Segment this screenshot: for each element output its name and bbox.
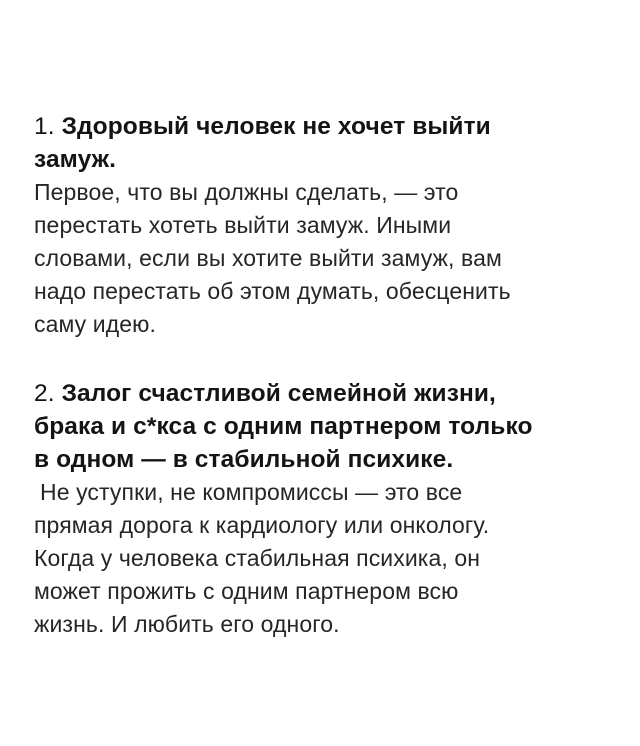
section-1-paragraph xyxy=(34,176,624,341)
section-2-heading-line-2: брака и с*кса с одним партнером только xyxy=(34,413,533,440)
section-1-heading xyxy=(34,110,624,176)
section-2-heading-text-1: Залог счастливой семейной жизни, xyxy=(61,380,496,407)
section-2-number: 2. xyxy=(34,380,55,407)
section-1-body-line-4: надо перестать об этом думать, обесценить xyxy=(34,278,511,304)
section-1-heading-text-1: Здоровый человек не хочет выйти xyxy=(61,113,491,140)
section-2-body-line-2: прямая дорога к кардиологу или онкологу. xyxy=(34,512,490,538)
section-1-body-line-2: перестать хотеть выйти замуж. Иными xyxy=(34,212,452,238)
section-2-paragraph xyxy=(34,476,624,641)
section-1-heading-line-1 xyxy=(34,110,624,143)
section-1-body-line-3: словами, если вы хотите выйти замуж, вам xyxy=(34,245,502,271)
section-2-body-line-1: Не уступки, не компромиссы — это все xyxy=(40,479,463,505)
section-2-heading xyxy=(34,377,624,476)
section-1-body-line-5: саму идею. xyxy=(34,311,156,337)
section-2-heading-line-3: в одном — в стабильной психике. xyxy=(34,446,454,473)
section-2-body-line-5: жизнь. И любить его одного. xyxy=(34,611,340,637)
section-2 xyxy=(34,377,624,641)
section-1-heading-line-2: замуж. xyxy=(34,146,116,173)
section-2-heading-line-1 xyxy=(34,377,624,410)
article-body xyxy=(34,110,624,641)
section-2-body-line-3: Когда у человека стабильная психика, он xyxy=(34,545,481,571)
section-1 xyxy=(34,110,624,341)
section-2-body-line-4: может прожить с одним партнером всю xyxy=(34,578,459,604)
section-1-number: 1. xyxy=(34,113,55,140)
section-1-body-line-1: Первое, что вы должны сделать, — это xyxy=(34,179,459,205)
